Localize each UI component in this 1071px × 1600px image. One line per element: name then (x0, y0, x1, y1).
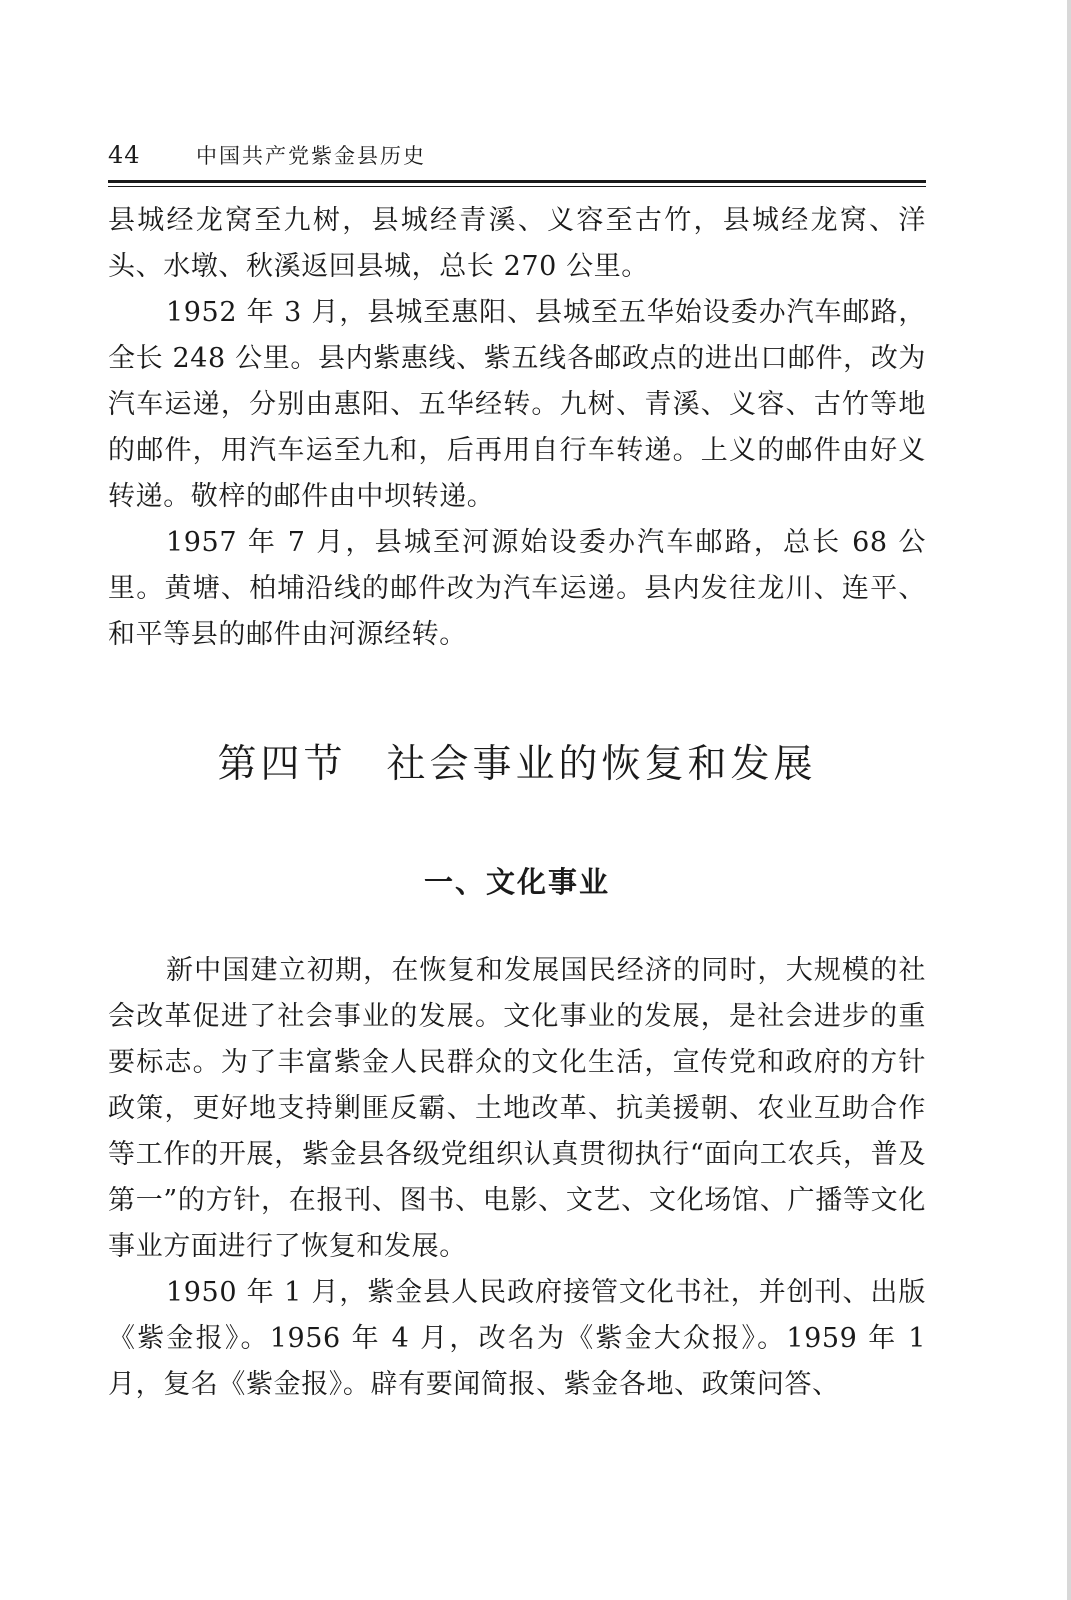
section-number: 第四节 (217, 742, 347, 787)
page-number: 44 (108, 141, 141, 169)
section-title: 社会事业的恢复和发展 (386, 742, 817, 787)
page-header (108, 140, 926, 180)
running-title: 中国共产党紫金县历史 (196, 144, 426, 168)
section-heading (108, 738, 926, 792)
bottom-text-block (108, 948, 926, 1408)
header-rule (108, 180, 926, 183)
header-rule-thin (108, 186, 926, 187)
paragraph: 1957 年 7 月，县城至河源始设委办汽车邮路，总长 68 公里。黄塘、柏埔沿线的邮件改为汽车运递。县内发往龙川、连平、和平等县的邮件由河源经转。 (108, 527, 926, 650)
page-edge (1067, 0, 1071, 1600)
paragraph: 新中国建立初期，在恢复和发展国民经济的同时，大规模的社会改革促进了社会事业的发展。文化事业的发展，是社会进步的重要标志。为了丰富紫金人民群众的文化生活，宣传党和政府的方针政策，更好地支持剿匪反霸、土地改革、抗美援朝、农业互助合作等工作的开展，紫金县各级党组织认真贯彻执行“面向工农兵，普及第一”的方针，在报刊、图书、电影、文艺、文化场馆、广播等文化事业方面进行了恢复和发展。 (108, 955, 926, 1262)
subsection-heading: 一、文化事业 (423, 865, 610, 899)
paragraph: 1950 年 1 月，紫金县人民政府接管文化书社，并创刊、出版《紫金报》。1956 年 4 月，改名为《紫金大众报》。1959 年 1 月，复名《紫金报》。辟有要闻简报、紫金各地、政策问答、 (108, 1277, 926, 1400)
paragraph: 1952 年 3 月，县城至惠阳、县城至五华始设委办汽车邮路，全长 248 公里。县内紫惠线、紫五线各邮政点的进出口邮件，改为汽车运递，分别由惠阳、五华经转。九树、青溪、义容、古竹等地的邮件，用汽车运至九和，后再用自行车转递。上义的邮件由好义转递。敬梓的邮件由中坝转递。 (108, 297, 926, 512)
paragraph: 县城经龙窝至九树，县城经青溪、义容至古竹，县城经龙窝、洋头、水墩、秋溪返回县城，总长 270 公里。 (108, 205, 926, 282)
top-text-block (108, 198, 926, 658)
